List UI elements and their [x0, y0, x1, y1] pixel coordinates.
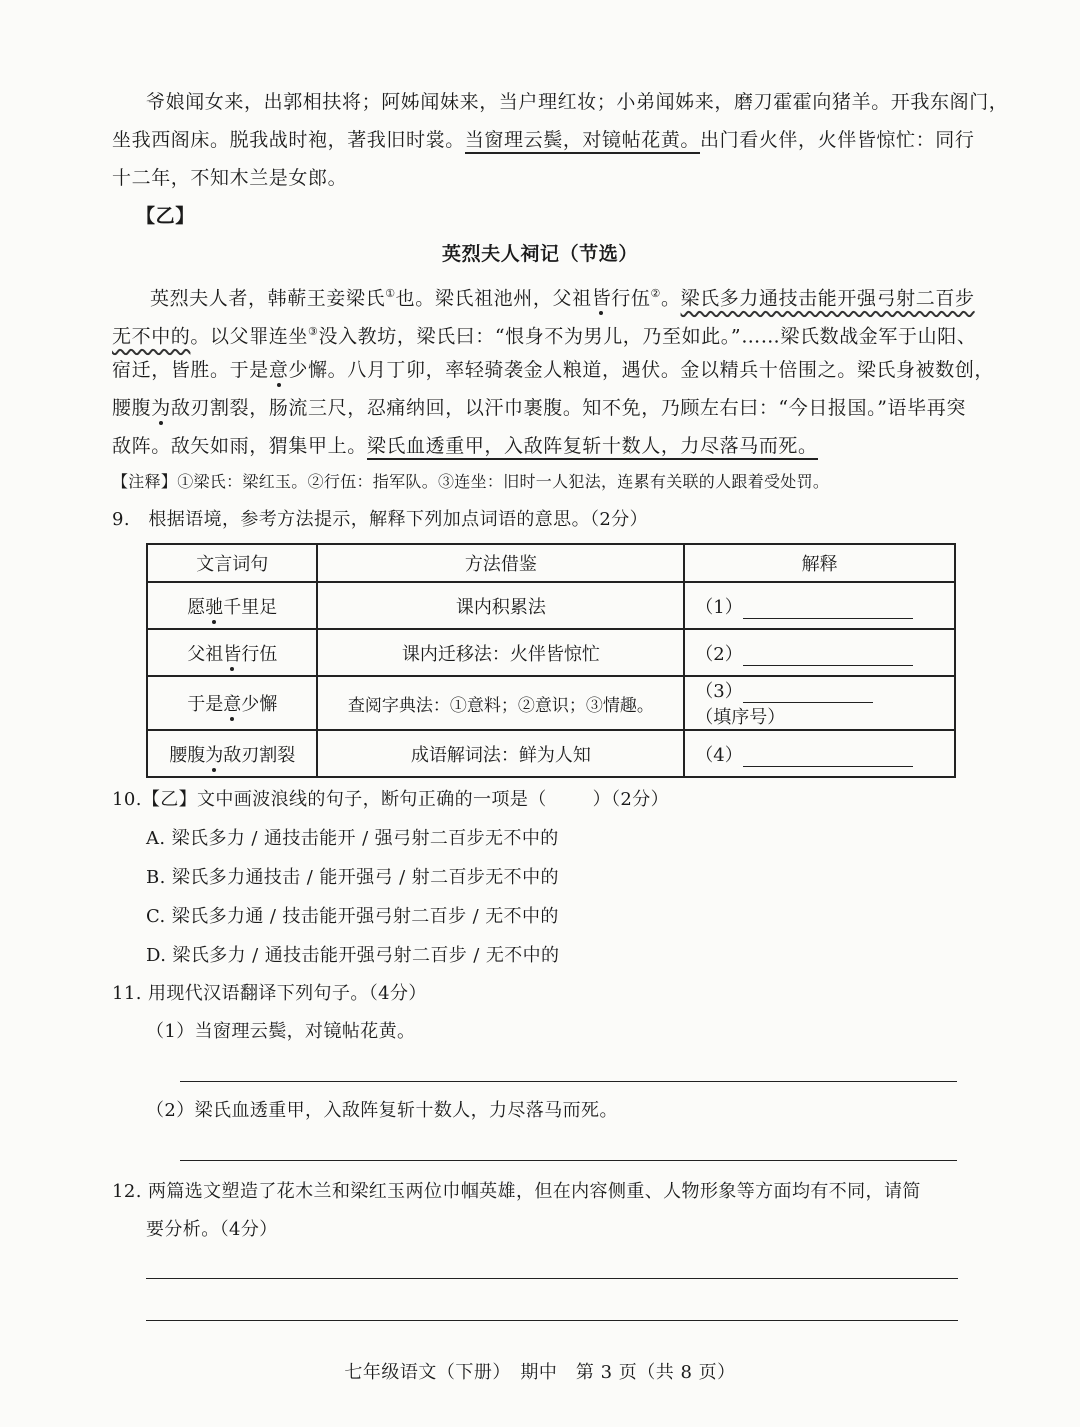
text: 敌刃割裂，肠流三尺，忍痛纳回，以汗巾裹腹。知不免，乃顾左右曰：“今日报国。”语毕再突	[170, 397, 966, 419]
page-footer	[0, 1358, 1080, 1384]
question-text: 9. 根据语境，参考方法提示，解释下列加点词语的意思。（2分）	[112, 509, 649, 530]
wavy-underlined-sentence: 无不中的	[112, 325, 191, 348]
table-cell-method: 查阅字典法：①意料；②意识；③情趣。	[317, 676, 684, 730]
footnote-marker: ②	[650, 287, 661, 300]
answer-number: （2）	[695, 643, 743, 665]
dotted-word: 驰	[205, 596, 224, 618]
passage-yi-line-1	[150, 280, 975, 312]
q10-option-d[interactable]	[146, 942, 559, 970]
dotted-word: 皆	[591, 287, 612, 310]
text: 千里足	[223, 596, 278, 618]
option-text: D. 梁氏多力 / 通技击能开强弓射二百步 / 无不中的	[146, 945, 560, 966]
text: 父祖	[187, 643, 224, 665]
q10-option-a[interactable]	[146, 825, 559, 853]
table-cell-answer	[684, 730, 955, 777]
table-cell-phrase	[147, 582, 317, 629]
q12-stem-line-2	[146, 1216, 278, 1244]
text: 敌阵。敌矢如雨，猬集甲上。	[112, 435, 367, 457]
answer-blank[interactable]	[743, 645, 913, 666]
text: 也。梁氏祖池州，父祖	[395, 287, 592, 310]
text: 少懈	[241, 694, 278, 715]
answer-number: （3）	[695, 681, 743, 702]
text: 少懈。八月丁卯，率轻骑袭金人粮道，遇伏。金以精兵十倍围之。梁氏身被数创，	[288, 359, 995, 381]
passage-yi-line-4	[112, 394, 966, 422]
title: 英烈夫人祠记（节选）	[441, 243, 638, 265]
text: 行伍	[611, 287, 651, 310]
text: 。	[660, 287, 681, 310]
wavy-underlined-sentence: 梁氏多力通技击能开强弓射二百步	[680, 287, 975, 310]
table-header-row	[147, 544, 955, 582]
footnote-marker: ③	[308, 325, 319, 338]
option-text: B. 梁氏多力通技击 / 能开强弓 / 射二百步无不中的	[146, 867, 559, 888]
text: 坐我西阁床。脱我战时袍，著我旧时裳。	[112, 129, 465, 151]
passage-yi-note	[112, 468, 829, 496]
table-header: 文言词句	[147, 544, 317, 582]
answer-blank[interactable]	[743, 682, 873, 703]
dotted-word: 为	[151, 397, 171, 419]
table-row	[147, 676, 955, 730]
q9-table	[146, 543, 956, 778]
text: 十二年，不知木兰是女郎。	[112, 167, 348, 189]
passage-yi-line-2	[112, 318, 976, 350]
passage-yi-title	[0, 240, 1080, 268]
sentence-text: （1）当窗理云鬓，对镜帖花黄。	[146, 1021, 416, 1042]
table-cell-phrase	[147, 629, 317, 676]
text: 宿迁，皆胜。于是	[112, 359, 269, 381]
text: 出门看火伴，火伴皆惊忙：同行	[700, 129, 975, 151]
table-cell-answer	[684, 629, 955, 676]
table-header: 解释	[684, 544, 955, 582]
q12-stem-line-1	[112, 1178, 921, 1206]
answer-number: （4）	[695, 744, 743, 766]
q9-stem	[112, 506, 648, 534]
passage-jia-line-3	[112, 164, 347, 192]
dotted-word: 皆	[223, 643, 242, 665]
table-header: 方法借鉴	[317, 544, 684, 582]
question-text: 11. 用现代汉语翻译下列句子。（4分）	[112, 983, 427, 1004]
answer-line[interactable]	[146, 1278, 958, 1279]
answer-line[interactable]	[180, 1160, 957, 1161]
table-cell-phrase	[147, 730, 317, 777]
table-cell-phrase	[147, 676, 317, 730]
text: 敌刃割裂	[223, 744, 296, 766]
text: 爷娘闻女来，出郭相扶将；阿姊闻妹来，当户理红妆；小弟闻姊来，磨刀霍霍向猪羊。开我东阁门，	[146, 91, 1009, 113]
table-cell-answer	[684, 676, 955, 730]
hint-text: （填序号）	[695, 707, 786, 728]
q10-stem	[112, 786, 669, 814]
option-text: A. 梁氏多力 / 通技击能开 / 强弓射二百步无不中的	[146, 828, 559, 849]
option-text: C. 梁氏多力通 / 技击能开强弓射二百步 / 无不中的	[146, 906, 559, 927]
q11-sentence-1	[146, 1018, 415, 1046]
text: 行伍	[241, 643, 278, 665]
table-row	[147, 629, 955, 676]
table-row	[147, 730, 955, 777]
passage-jia-line-2	[112, 126, 974, 154]
question-text: 12. 两篇选文塑造了花木兰和梁红玉两位巾帼英雄，但在内容侧重、人物形象等方面均有不同，请简	[112, 1181, 921, 1202]
passage-yi-label	[136, 202, 195, 230]
annotation: 【注释】①梁氏：梁红玉。②行伍：指军队。③连坐：旧时一人犯法，连累有关联的人跟着受处罚。	[112, 472, 830, 491]
text: 于是	[187, 694, 224, 715]
label: 【乙】	[136, 205, 195, 227]
answer-blank[interactable]	[743, 598, 913, 619]
question-text: 10.【乙】文中画波浪线的句子，断句正确的一项是（	[112, 789, 547, 810]
question-text: 要分析。（4分）	[146, 1219, 278, 1240]
q11-sentence-2	[146, 1097, 618, 1125]
table-cell-method: 课内迁移法：火伴皆惊忙	[317, 629, 684, 676]
table-cell-answer	[684, 582, 955, 629]
dotted-word: 意	[268, 359, 289, 381]
answer-blank[interactable]	[743, 746, 913, 767]
text: 愿	[187, 596, 206, 618]
passage-jia-line-1	[146, 88, 1008, 116]
footnote-marker: ①	[385, 287, 396, 300]
footer-text: 七年级语文（下册） 期中 第 3 页（共 8 页）	[344, 1362, 736, 1383]
table-cell-method: 成语解词法：鲜为人知	[317, 730, 684, 777]
dotted-word: 意	[223, 694, 242, 715]
underlined-sentence: 梁氏血透重甲，入敌阵复斩十数人，力尽落马而死。	[367, 435, 818, 460]
question-text: ）（2分）	[592, 789, 670, 810]
passage-yi-line-5	[112, 432, 818, 460]
table-row	[147, 582, 955, 629]
text: 腰腹	[169, 744, 206, 766]
text: 。以父罪连坐	[190, 325, 309, 348]
q10-option-c[interactable]	[146, 903, 559, 931]
dotted-word: 为	[205, 744, 224, 766]
q11-stem	[112, 980, 427, 1008]
table-cell-method: 课内积累法	[317, 582, 684, 629]
answer-line[interactable]	[146, 1320, 958, 1321]
underlined-sentence: 当窗理云鬓，对镜帖花黄。	[465, 129, 700, 154]
q10-option-b[interactable]	[146, 864, 559, 892]
answer-number: （1）	[695, 596, 743, 618]
passage-yi-line-3	[112, 356, 994, 384]
answer-line[interactable]	[180, 1081, 957, 1082]
sentence-text: （2）梁氏血透重甲，入敌阵复斩十数人，力尽落马而死。	[146, 1100, 618, 1121]
text: 腰腹	[112, 397, 152, 419]
text: 英烈夫人者，韩蕲王妾梁氏	[150, 287, 386, 310]
text: 没入教坊，梁氏曰：“恨身不为男儿，乃至如此。”……梁氏数战金军于山阳、	[318, 325, 977, 348]
